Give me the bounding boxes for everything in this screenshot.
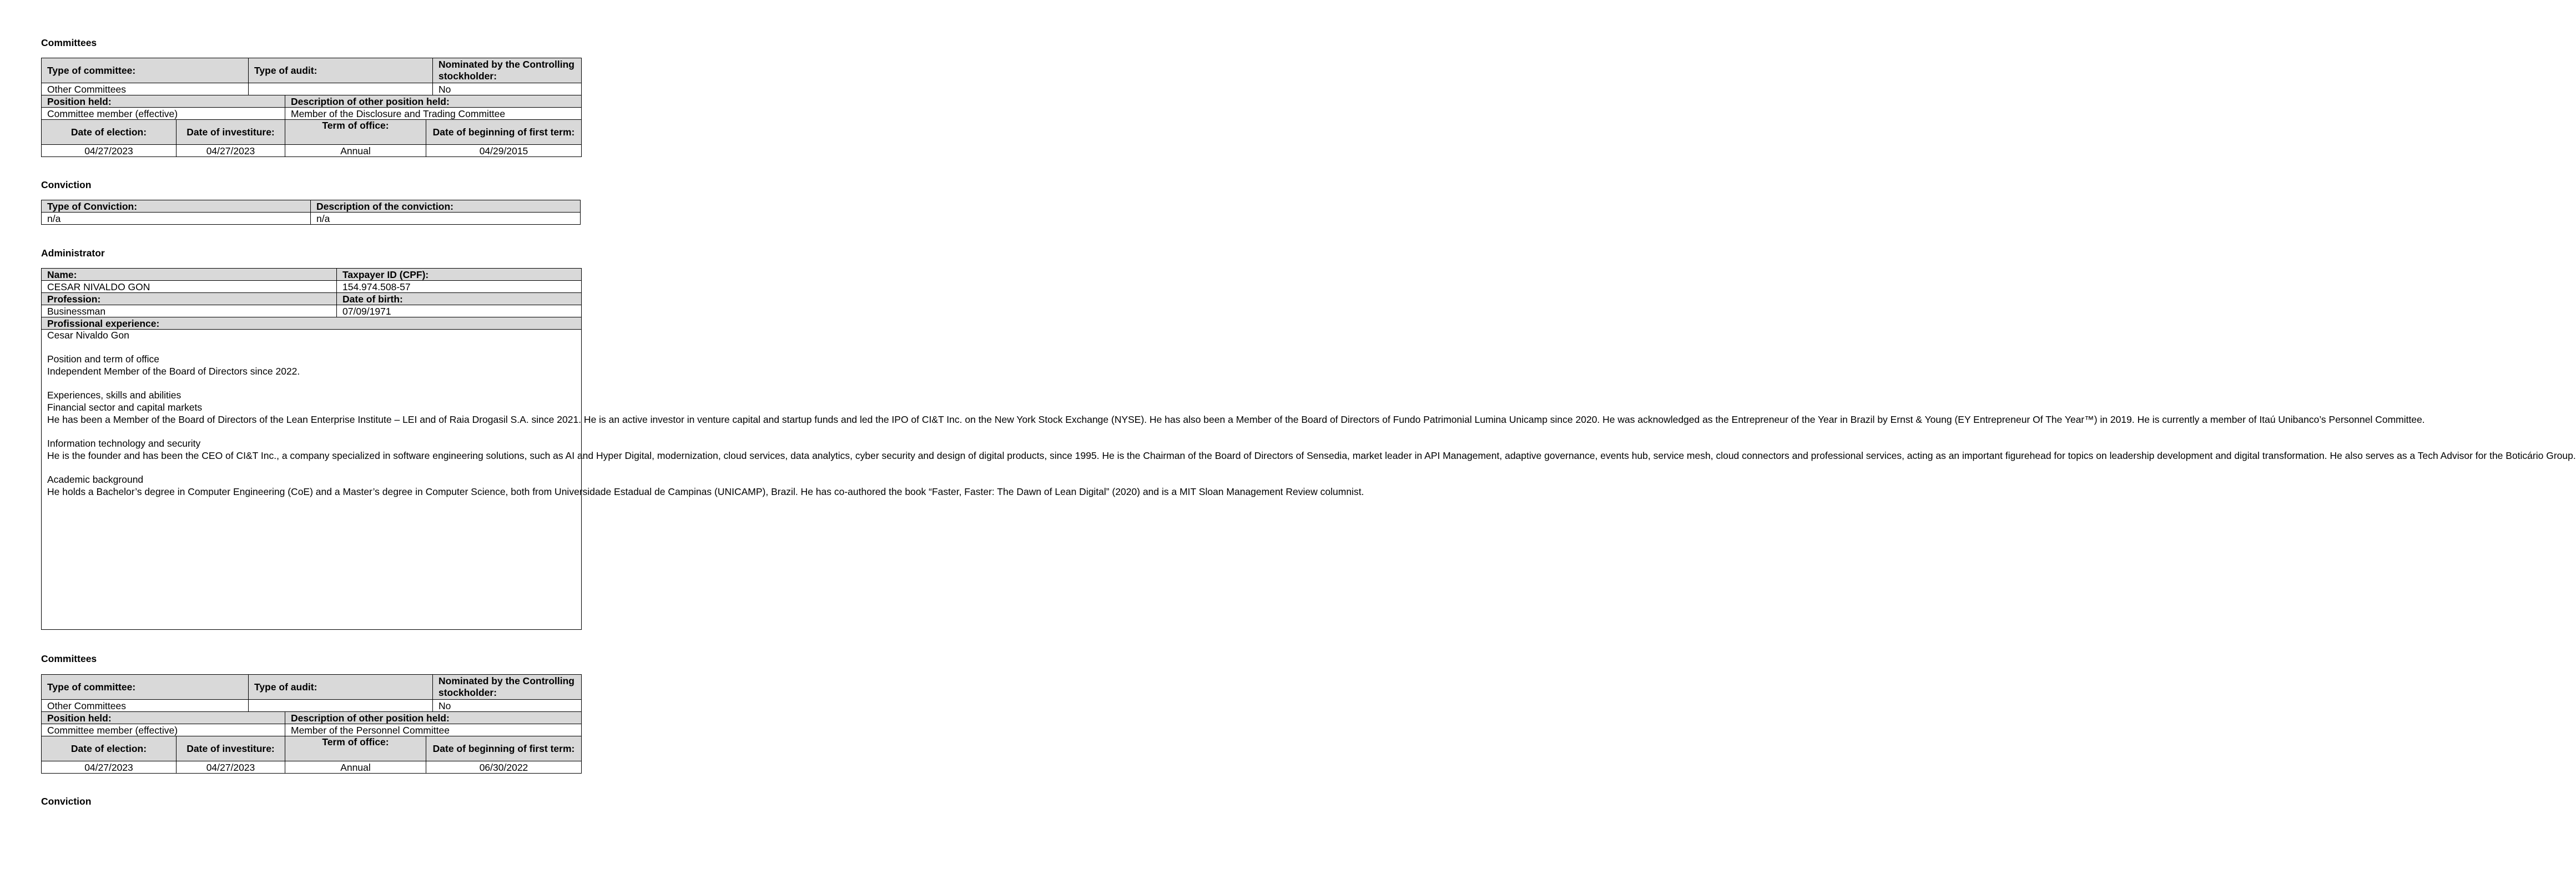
position-heading: Position and term of office [47, 353, 160, 365]
conviction-title-2: Conviction [41, 796, 92, 807]
conviction-table [41, 200, 581, 225]
date-of-birth-value: 07/09/1971 [337, 305, 582, 317]
nominated-value: No [433, 700, 582, 712]
position-held-label: Position held: [42, 712, 285, 724]
profession-label: Profession: [42, 293, 337, 305]
administrator-title: Administrator [41, 247, 105, 259]
first-term-value: 06/30/2022 [426, 761, 582, 774]
date-of-investiture-value: 04/27/2023 [177, 145, 285, 157]
position-held-value: Committee member (effective) [42, 108, 285, 120]
term-of-office-label: Term of office: [285, 736, 426, 761]
date-of-election-label: Date of election: [42, 120, 177, 145]
it-text: He is the founder and has been the CEO of CI&T Inc., a company specialized in software engineering solutions, such as AI and Hyper Digital, modernization, cloud services, data analytics, cyber security and design of digital products, since 1995. He is the Chairman of the Board of Directors of Sensedia, market leader in API Management, adaptive governance, events hub, service mesh, cloud connectors and professional services, acting as an important figurehead for topics on leadership development and digital transformation. He also serves as a Tech Advisor for the Boticário Group. [47, 449, 2576, 461]
first-term-label: Date of beginning of first term: [426, 736, 582, 761]
type-of-audit-label: Type of audit: [249, 675, 433, 700]
type-of-conviction-value: n/a [42, 213, 311, 225]
position-table [41, 95, 582, 120]
conviction-description-label: Description of the conviction: [311, 200, 581, 213]
date-of-birth-label: Date of birth: [337, 293, 582, 305]
type-of-audit-value [249, 700, 433, 712]
first-term-value: 04/29/2015 [426, 145, 582, 157]
other-position-value: Member of the Disclosure and Trading Committee [285, 108, 582, 120]
academic-heading: Academic background [47, 474, 144, 486]
nominated-label: Nominated by the Controlling stockholder: [433, 58, 582, 83]
term-of-office-value: Annual [285, 761, 426, 774]
type-of-conviction-label: Type of Conviction: [42, 200, 311, 213]
nominated-label: Nominated by the Controlling stockholder: [433, 675, 582, 700]
dates-table-2 [41, 736, 582, 774]
position-held-label: Position held: [42, 95, 285, 108]
financial-text: He has been a Member of the Board of Directors of the Lean Enterprise Institute – LEI and of Raia Drogasil S.A. since 2021. He is an active investor in venture capital and startup funds and led the IPO of CI&T Inc. on the New York Stock Exchange (NYSE). He has also been a Member of the Board of Directors of Fundo Patrimonial Lumina Unicamp since 2020. He was acknowledged as the Entrepreneur of the Year in Brazil by Ernst & Young (EY Entrepreneur Of The Year™) in 2019. He is currently a member of Itaú Unibanco’s Personnel Committee. [47, 413, 2425, 425]
experience-label: Profissional experience: [42, 317, 582, 330]
cpf-label: Taxpayer ID (CPF): [337, 269, 582, 281]
cpf-value: 154.974.508-57 [337, 281, 582, 293]
position-table-2 [41, 711, 582, 736]
committees-title-2: Committees [41, 653, 97, 664]
experience-text [42, 330, 2576, 630]
conviction-description-value: n/a [311, 213, 581, 225]
date-of-election-label: Date of election: [42, 736, 177, 761]
skills-heading: Experiences, skills and abilities [47, 390, 182, 401]
type-of-committee-value: Other Committees [42, 700, 249, 712]
position-held-value: Committee member (effective) [42, 724, 285, 736]
date-of-election-value: 04/27/2023 [42, 761, 177, 774]
name-label: Name: [42, 269, 337, 281]
date-of-investiture-label: Date of investiture: [177, 120, 285, 145]
position-text: Independent Member of the Board of Directors since 2022. [47, 366, 300, 377]
date-of-investiture-value: 04/27/2023 [177, 761, 285, 774]
experience-name-line: Cesar Nivaldo Gon [47, 330, 129, 341]
administrator-table [41, 268, 2576, 630]
type-of-audit-value [249, 83, 433, 95]
dates-table [41, 119, 582, 157]
name-value: CESAR NIVALDO GON [42, 281, 337, 293]
nominated-value: No [433, 83, 582, 95]
date-of-investiture-label: Date of investiture: [177, 736, 285, 761]
other-position-label: Description of other position held: [285, 712, 582, 724]
financial-heading: Financial sector and capital markets [47, 402, 203, 413]
term-of-office-label: Term of office: [285, 120, 426, 145]
date-of-election-value: 04/27/2023 [42, 145, 177, 157]
other-position-value: Member of the Personnel Committee [285, 724, 582, 736]
committees-table [41, 58, 582, 95]
type-of-audit-label: Type of audit: [249, 58, 433, 83]
term-of-office-value: Annual [285, 145, 426, 157]
committees-title: Committees [41, 37, 97, 48]
type-of-committee-label: Type of committee: [42, 58, 249, 83]
academic-text: He holds a Bachelor’s degree in Computer Engineering (CoE) and a Master’s degree in Computer Science, both from Universidade Estadual de Campinas (UNICAMP), Brazil. He has co-authored the book “Faster, Faster: The Dawn of Lean Digital” (2020) and is a MIT Sloan Management Review columnist. [47, 486, 1364, 498]
committees-table-2 [41, 674, 582, 712]
type-of-committee-value: Other Committees [42, 83, 249, 95]
first-term-label: Date of beginning of first term: [426, 120, 582, 145]
type-of-committee-label: Type of committee: [42, 675, 249, 700]
other-position-label: Description of other position held: [285, 95, 582, 108]
profession-value: Businessman [42, 305, 337, 317]
it-heading: Information technology and security [47, 438, 201, 449]
conviction-title: Conviction [41, 179, 92, 190]
